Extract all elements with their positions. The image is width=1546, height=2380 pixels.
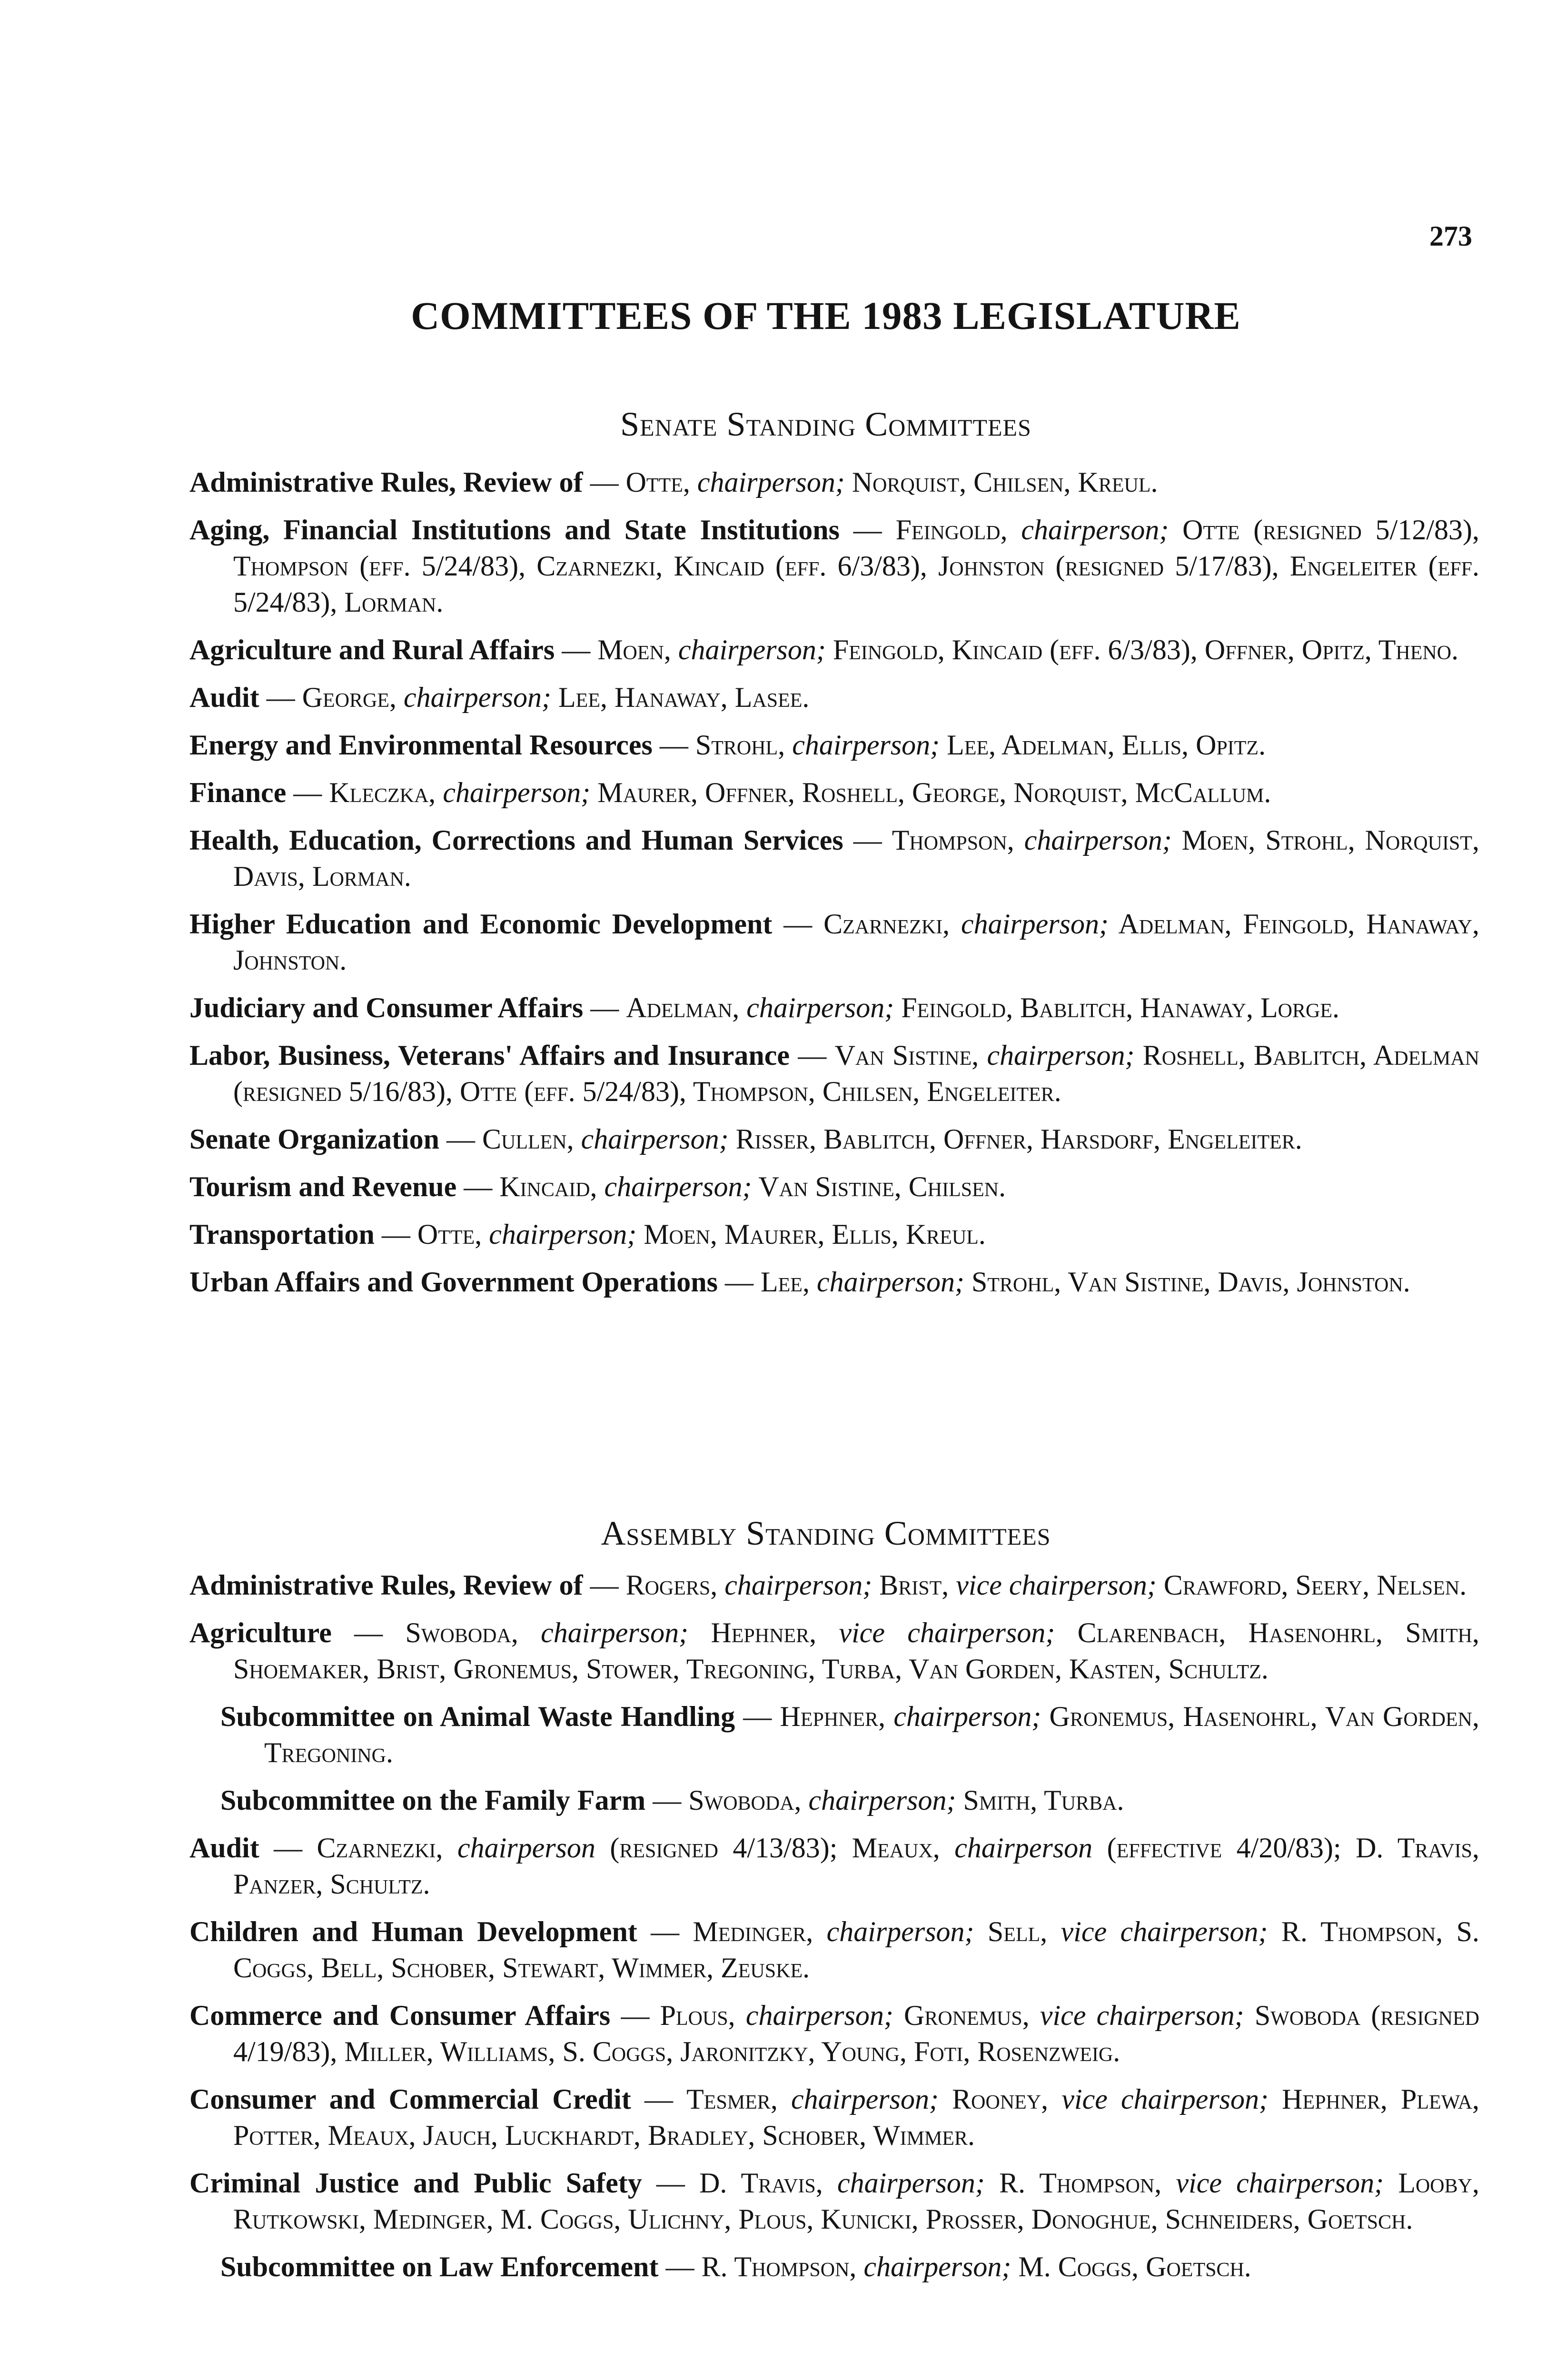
committee-name: Audit	[189, 682, 259, 713]
committee-members: Czarnezki, chairperson; Adelman, Feingold, Hanaway, Johnston.	[233, 908, 1480, 976]
committee-members: Medinger, chairperson; Sell, vice chairperson; R. Thompson, S. Coggs, Bell, Schober, Stewart, Wimmer, Zeuske.	[233, 1916, 1480, 1983]
committee-members: Swoboda, chairperson; Smith, Turba.	[688, 1785, 1124, 1816]
committee-members: Tesmer, chairperson; Rooney, vice chairperson; Hephner, Plewa, Potter, Meaux, Jauch, Luckhardt, Bradley, Schober, Wimmer.	[233, 2083, 1480, 2151]
committee-entry	[189, 1216, 1479, 1252]
committee-members: Otte, chairperson; Norquist, Chilsen, Kreul.	[625, 466, 1158, 498]
committee-name: Judiciary and Consumer Affairs	[189, 992, 584, 1023]
em-dash-separator: —	[439, 1123, 482, 1155]
committee-name: Finance	[189, 777, 287, 808]
assembly-section-heading: Assembly Standing Committees	[601, 1514, 1051, 1552]
committee-members: Adelman, chairperson; Feingold, Bablitch, Hanaway, Lorge.	[626, 992, 1339, 1023]
committee-entry	[189, 822, 1479, 894]
committee-name: Audit	[189, 1832, 259, 1864]
committee-name: Subcommittee on Law Enforcement	[220, 2251, 659, 2282]
committee-members: Kincaid, chairperson; Van Sistine, Chilsen.	[499, 1171, 1006, 1202]
em-dash-separator: —	[642, 2167, 700, 2199]
committee-name: Tourism and Revenue	[189, 1171, 457, 1202]
em-dash-separator: —	[645, 1785, 689, 1816]
em-dash-separator: —	[843, 824, 892, 856]
committee-members: Lee, chairperson; Strohl, Van Sistine, Davis, Johnston.	[761, 1266, 1410, 1298]
committee-members: Kleczka, chairperson; Maurer, Offner, Roshell, George, Norquist, McCallum.	[329, 777, 1271, 808]
em-dash-separator: —	[718, 1266, 761, 1298]
committee-name: Agriculture	[189, 1617, 332, 1648]
subcommittee-entry	[220, 1698, 1479, 1771]
committee-name: Subcommittee on Animal Waste Handling	[220, 1701, 735, 1732]
committee-members: Moen, chairperson; Feingold, Kincaid (eff. 6/3/83), Offner, Opitz, Theno.	[597, 634, 1459, 665]
committee-entry	[189, 1830, 1479, 1902]
em-dash-separator: —	[331, 1617, 406, 1648]
committee-members: Swoboda, chairperson; Hephner, vice chairperson; Clarenbach, Hasenohrl, Smith, Shoemaker, Brist, Gronemus, Stower, Tregoning, Turba, Van Gorden, Kasten, Schultz.	[233, 1617, 1480, 1685]
em-dash-separator: —	[839, 514, 896, 545]
committee-entry	[189, 727, 1479, 763]
committee-entry	[189, 679, 1479, 715]
committee-members: Cullen, chairperson; Risser, Bablitch, Offner, Harsdorf, Engeleiter.	[482, 1123, 1302, 1155]
em-dash-separator: —	[772, 908, 824, 940]
committee-name: Senate Organization	[189, 1123, 439, 1155]
committee-entry	[189, 906, 1479, 978]
em-dash-separator: —	[610, 2000, 660, 2031]
committee-members: Strohl, chairperson; Lee, Adelman, Ellis, Opitz.	[695, 729, 1266, 761]
committee-members: George, chairperson; Lee, Hanaway, Lasee.	[302, 682, 810, 713]
committee-members: Hephner, chairperson; Gronemus, Hasenohrl, Van Gorden, Tregoning.	[264, 1701, 1480, 1768]
em-dash-separator: —	[658, 2251, 702, 2282]
committee-entry	[189, 632, 1479, 668]
committee-members: R. Thompson, chairperson; M. Coggs, Goetsch.	[701, 2251, 1251, 2282]
committee-name: Criminal Justice and Public Safety	[189, 2167, 642, 2199]
committee-entry	[189, 1264, 1479, 1300]
em-dash-separator: —	[583, 1569, 626, 1601]
committee-name: Commerce and Consumer Affairs	[189, 2000, 611, 2031]
page-number: 273	[1429, 220, 1472, 252]
committee-name: Administrative Rules, Review of	[189, 1569, 583, 1601]
committee-entry	[189, 1037, 1479, 1110]
committee-entry	[189, 1914, 1479, 1986]
committee-name: Urban Affairs and Government Operations	[189, 1266, 718, 1298]
committee-name: Energy and Environmental Resources	[189, 729, 653, 761]
committee-entry	[189, 990, 1479, 1026]
em-dash-separator: —	[652, 729, 695, 761]
committee-entry	[189, 1615, 1479, 1687]
committee-name: Subcommittee on the Family Farm	[220, 1785, 646, 1816]
em-dash-separator: —	[790, 1040, 835, 1071]
committee-members: Otte, chairperson; Moen, Maurer, Ellis, Kreul.	[417, 1219, 986, 1250]
committee-name: Consumer and Commercial Credit	[189, 2083, 631, 2115]
committee-members: D. Travis, chairperson; R. Thompson, vice chairperson; Looby, Rutkowski, Medinger, M. Coggs, Ulichny, Plous, Kunicki, Prosser, Donoghue, Schneiders, Goetsch.	[233, 2167, 1479, 2235]
committee-entry	[189, 774, 1479, 811]
committee-members: Thompson, chairperson; Moen, Strohl, Norquist, Davis, Lorman.	[233, 824, 1480, 892]
em-dash-separator: —	[259, 682, 302, 713]
em-dash-separator: —	[735, 1701, 780, 1732]
committee-members: Feingold, chairperson; Otte (resigned 5/12/83), Thompson (eff. 5/24/83), Czarnezki, Kincaid (eff. 6/3/83), Johnston (resigned 5/17/83), Engeleiter (eff. 5/24/83), Lorman.	[233, 514, 1479, 618]
committee-entry	[189, 464, 1479, 500]
committee-entry	[189, 1121, 1479, 1157]
em-dash-separator: —	[583, 466, 626, 498]
committee-name: Agriculture and Rural Affairs	[189, 634, 555, 665]
committee-members: Plous, chairperson; Gronemus, vice chairperson; Swoboda (resigned 4/19/83), Miller, Williams, S. Coggs, Jaronitzky, Young, Foti, Rosenzweig.	[233, 2000, 1479, 2067]
committee-members: Czarnezki, chairperson (resigned 4/13/83); Meaux, chairperson (effective 4/20/83); D. Travis, Panzer, Schultz.	[233, 1832, 1479, 1900]
committee-name: Children and Human Development	[189, 1916, 637, 1947]
committee-entry	[189, 1997, 1479, 2070]
committee-name: Health, Education, Corrections and Human Services	[189, 824, 843, 856]
subcommittee-entry	[220, 2249, 1479, 2285]
committee-members: Van Sistine, chairperson; Roshell, Bablitch, Adelman (resigned 5/16/83), Otte (eff. 5/24/83), Thompson, Chilsen, Engeleiter.	[233, 1040, 1480, 1107]
committee-entry	[189, 2081, 1479, 2153]
em-dash-separator: —	[456, 1171, 500, 1202]
senate-committee-list	[189, 464, 1479, 1311]
page-title: COMMITTEES OF THE 1983 LEGISLATURE	[411, 294, 1241, 337]
committee-entry	[189, 2165, 1479, 2237]
em-dash-separator: —	[637, 1916, 693, 1947]
committee-entry	[189, 1567, 1479, 1603]
assembly-committee-list	[189, 1567, 1479, 2296]
em-dash-separator: —	[555, 634, 598, 665]
committee-name: Aging, Financial Institutions and State Institutions	[189, 514, 840, 545]
committee-name: Transportation	[189, 1219, 375, 1250]
em-dash-separator: —	[583, 992, 626, 1023]
subcommittee-entry	[220, 1782, 1479, 1818]
em-dash-separator: —	[631, 2083, 687, 2115]
committee-name: Higher Education and Economic Development	[189, 908, 773, 940]
committee-members: Rogers, chairperson; Brist, vice chairperson; Crawford, Seery, Nelsen.	[625, 1569, 1467, 1601]
committee-name: Labor, Business, Veterans' Affairs and Insurance	[189, 1040, 790, 1071]
em-dash-separator: —	[374, 1219, 417, 1250]
committee-entry	[189, 1169, 1479, 1205]
em-dash-separator: —	[286, 777, 329, 808]
committee-name: Administrative Rules, Review of	[189, 466, 583, 498]
em-dash-separator: —	[259, 1832, 317, 1864]
senate-section-heading: Senate Standing Committees	[620, 405, 1031, 443]
committee-entry	[189, 512, 1479, 620]
